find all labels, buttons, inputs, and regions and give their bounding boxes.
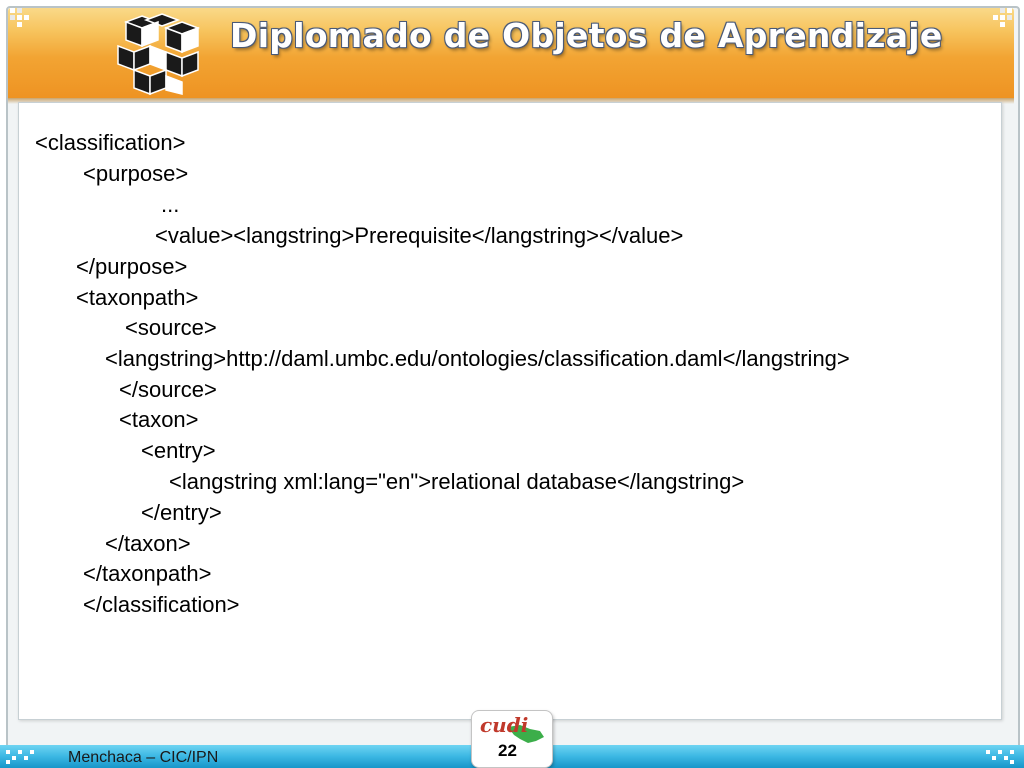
code-line: </entry>	[141, 500, 222, 525]
footer-decoration-left-icon	[4, 748, 44, 766]
code-line: <taxon>	[119, 407, 199, 432]
code-line: <langstring>http://daml.umbc.edu/ontologies/classification.daml</langstring>	[105, 346, 850, 371]
footer-author: Menchaca – CIC/IPN	[68, 749, 219, 766]
corner-decoration-left-icon	[8, 6, 38, 32]
footer-decoration-right-icon	[976, 748, 1016, 766]
code-line: <langstring xml:lang="en">relational database</langstring>	[169, 469, 745, 494]
content-panel	[18, 102, 1002, 720]
code-line: </taxonpath>	[83, 561, 212, 586]
code-line: </taxon>	[105, 531, 191, 556]
code-line: <purpose>	[83, 161, 189, 186]
code-line: <entry>	[141, 438, 216, 463]
page-badge	[471, 710, 553, 768]
code-line: <value><langstring>Prerequisite</langstring></value>	[155, 223, 684, 248]
code-line: <source>	[125, 315, 217, 340]
code-line: </classification>	[83, 592, 240, 617]
page-number: 22	[498, 741, 517, 760]
cube-logo-icon	[112, 12, 208, 96]
slide-title: Diplomado de Objetos de Aprendizaje	[230, 16, 943, 55]
code-line: <taxonpath>	[76, 285, 199, 310]
code-line: </source>	[119, 377, 217, 402]
cudi-logo-text: cudi	[480, 713, 529, 737]
corner-decoration-right-icon	[984, 6, 1014, 32]
code-line: </purpose>	[76, 254, 188, 279]
code-line: ...	[161, 192, 180, 217]
code-line: <classification>	[35, 130, 186, 155]
